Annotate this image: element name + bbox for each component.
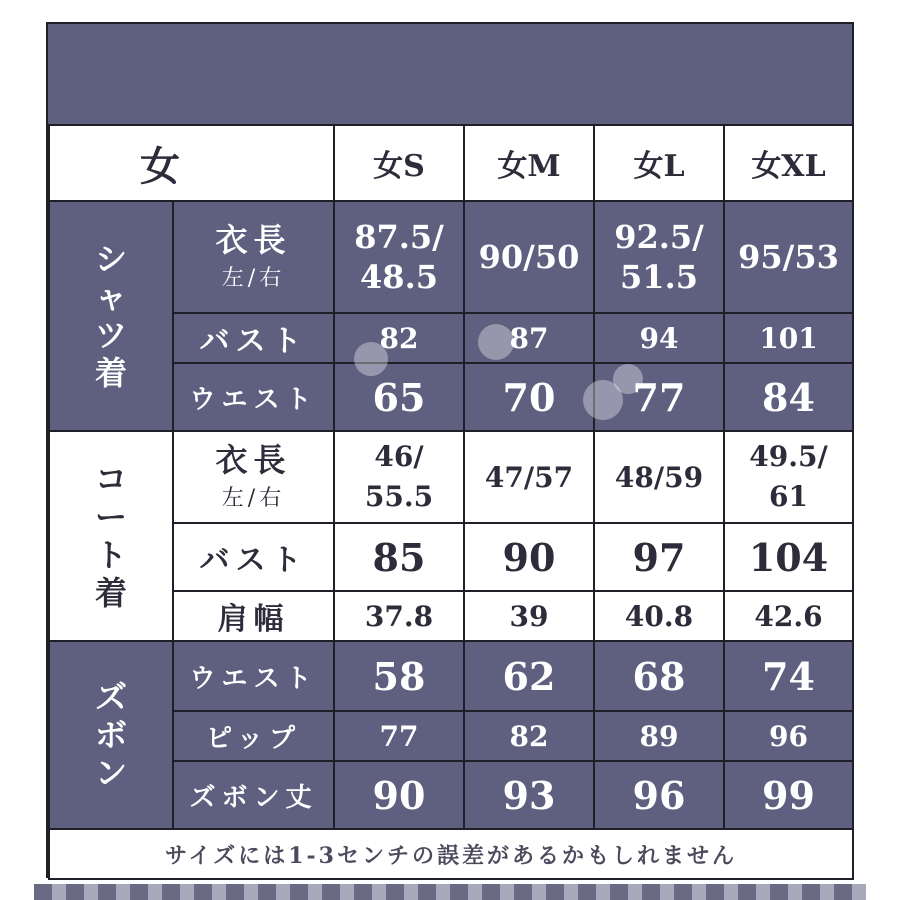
header-banner (48, 24, 852, 124)
section-label-shirt: シ ャ ツ 着 (49, 201, 173, 431)
measure-label: ウエスト (173, 363, 334, 431)
value-cell: 82 (464, 711, 594, 761)
measure-label: 衣長 左/右 (173, 431, 334, 523)
value-cell: 90 (464, 523, 594, 591)
value-cell: 77 (334, 711, 464, 761)
table-row (49, 431, 853, 523)
value-cell: 49.5/ 61 (724, 431, 853, 523)
value-cell: 101 (724, 313, 853, 363)
value-cell: 97 (594, 523, 724, 591)
size-header-m: 女M (464, 125, 594, 201)
size-header-l: 女L (594, 125, 724, 201)
measure-label: 衣長 左/右 (173, 201, 334, 313)
size-header-s: 女S (334, 125, 464, 201)
value-cell: 47/57 (464, 431, 594, 523)
value-cell: 37.8 (334, 591, 464, 641)
size-table (48, 124, 854, 880)
value-cell: 89 (594, 711, 724, 761)
note-row (49, 829, 853, 879)
value-cell: 77 (594, 363, 724, 431)
value-cell: 85 (334, 523, 464, 591)
value-cell: 87 (464, 313, 594, 363)
value-cell: 42.6 (724, 591, 853, 641)
value-cell: 96 (724, 711, 853, 761)
value-cell: 58 (334, 641, 464, 711)
tolerance-note: サイズには1-3センチの誤差があるかもしれません (49, 829, 853, 879)
value-cell: 62 (464, 641, 594, 711)
value-cell: 90/50 (464, 201, 594, 313)
table-row (49, 201, 853, 313)
value-cell: 99 (724, 761, 853, 829)
table-row (49, 641, 853, 711)
value-cell: 84 (724, 363, 853, 431)
value-cell: 90 (334, 761, 464, 829)
section-label-coat: コ ー ト 着 (49, 431, 173, 641)
value-cell: 74 (724, 641, 853, 711)
size-chart (46, 22, 854, 878)
value-cell: 104 (724, 523, 853, 591)
value-cell: 87.5/ 48.5 (334, 201, 464, 313)
value-cell: 40.8 (594, 591, 724, 641)
measure-label: ズボン丈 (173, 761, 334, 829)
value-cell: 46/ 55.5 (334, 431, 464, 523)
value-cell: 94 (594, 313, 724, 363)
table-header-row (49, 125, 853, 201)
value-cell: 70 (464, 363, 594, 431)
value-cell: 95/53 (724, 201, 853, 313)
value-cell: 48/59 (594, 431, 724, 523)
value-cell: 68 (594, 641, 724, 711)
value-cell: 39 (464, 591, 594, 641)
section-label-pants: ズ ボ ン (49, 641, 173, 829)
measure-label: バスト (173, 523, 334, 591)
size-header-xl: 女XL (724, 125, 853, 201)
value-cell: 93 (464, 761, 594, 829)
measure-label: バスト (173, 313, 334, 363)
measure-label: 肩幅 (173, 591, 334, 641)
decorative-strip (34, 884, 866, 900)
value-cell: 96 (594, 761, 724, 829)
value-cell: 82 (334, 313, 464, 363)
value-cell: 65 (334, 363, 464, 431)
value-cell: 92.5/ 51.5 (594, 201, 724, 313)
gender-header: 女 (49, 125, 334, 201)
measure-label: ピップ (173, 711, 334, 761)
measure-label: ウエスト (173, 641, 334, 711)
